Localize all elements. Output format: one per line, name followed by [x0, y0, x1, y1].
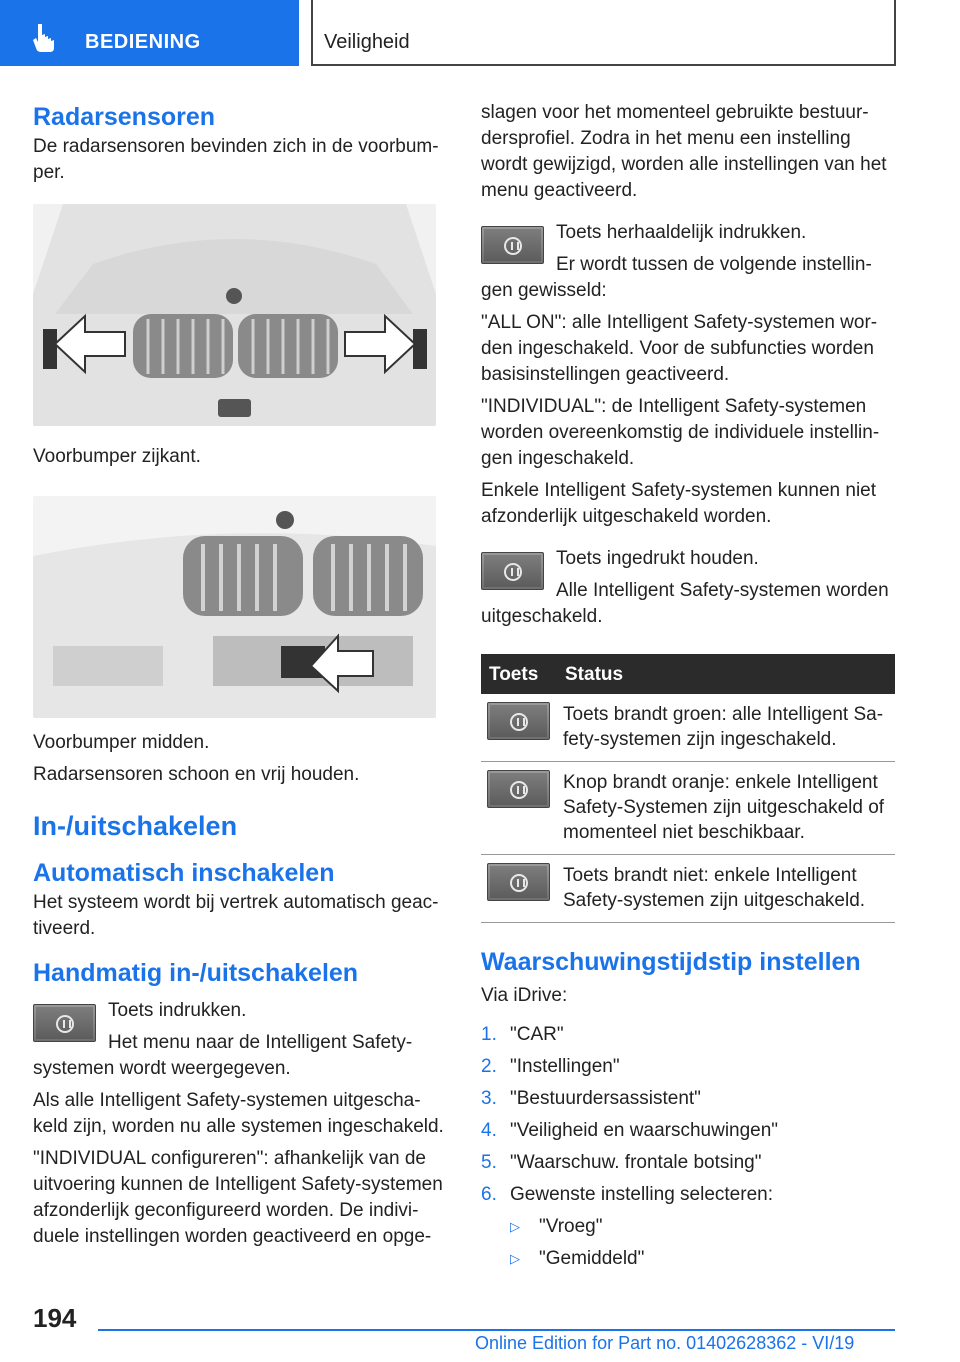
sub-list-item: ▷ "Gemiddeld" [510, 1243, 895, 1275]
paragraph-via-idrive: Via iDrive: [481, 985, 568, 1006]
safety-icon [504, 237, 522, 255]
status-table [481, 654, 895, 923]
footer-edition: Online Edition for Part no. 01402628362 - VI/19 [475, 1333, 855, 1353]
safety-button-green-image [487, 702, 550, 740]
heading-radarsensoren: Radarsensoren [33, 103, 216, 131]
safety-button-image [481, 226, 544, 264]
caption-side: Voorbumper zijkant. [33, 446, 201, 467]
bumper-middle-photo [33, 496, 436, 718]
list-item: 1. "CAR" [481, 1024, 564, 1045]
section-tab[interactable] [0, 0, 299, 66]
sub-list-item: ▷ "Vroeg" [510, 1211, 895, 1243]
heading-handmatig: Handmatig in-/uitschakelen [33, 959, 359, 987]
triangle-bullet-icon: ▷ [510, 1219, 520, 1234]
safety-button-image [481, 552, 544, 590]
triangle-bullet-icon: ▷ [510, 1251, 520, 1266]
safety-button-off-image [487, 863, 550, 901]
list-item: 3. "Bestuurdersassistent" [481, 1088, 701, 1109]
column-header-toets: Toets [481, 654, 557, 694]
heading-in-uitschakelen: In-/uitschakelen [33, 811, 238, 841]
safety-icon [510, 713, 528, 731]
safety-icon [56, 1015, 74, 1033]
instruction-repeat: Toets herhaaldelijk indrukken. [556, 222, 807, 243]
page-number: 194 [33, 1303, 77, 1333]
paragraph-individual: "INDIVIDUAL configureren": afhankelijk van de uitvoering kunnen de Intelligent Safety-systemen afzonderlijk geconfigureerd worden. De individuele instellingen worden geactiveerd en opge- [33, 1148, 443, 1247]
hand-pointer-icon [28, 20, 62, 54]
caption-middle: Voorbumper midden. [33, 732, 210, 753]
footer-divider [98, 1329, 895, 1331]
column-header-status: Status [557, 654, 895, 694]
instruction-press: Toets indrukken. [108, 1000, 247, 1021]
paragraph-all-on: "ALL ON": alle Intelligent Safety-systemen worden ingeschakeld. Voor de subfuncties worden basisinstellingen geactiveerd. [481, 312, 878, 385]
page-title: Veiligheid [324, 31, 410, 53]
status-cell: Knop brandt oranje: enkele Intelligent Safety-Systemen zijn uitgeschakeld of momenteel niet beschikbaar. [557, 762, 895, 855]
table-row [481, 694, 895, 762]
list-item: 2. "Instellingen" [481, 1056, 620, 1077]
right-column [481, 100, 895, 1275]
paragraph-some-systems: Enkele Intelligent Safety-systemen kunnen niet afzonderlijk uitgeschakeld worden. [481, 480, 877, 527]
instruction-hold: Toets ingedrukt houden. [556, 548, 759, 569]
instruction-repeat-desc: Er wordt tussen de volgende instellingen gewisseld: [481, 254, 872, 301]
paragraph-clean: Radarsensoren schoon en vrij houden. [33, 764, 360, 785]
safety-button-orange-image [487, 770, 550, 808]
left-column [33, 100, 448, 1256]
steps-list [481, 1019, 895, 1211]
instruction-hold-desc: Alle Intelligent Safety-systemen worden uitgeschakeld. [481, 580, 889, 627]
paragraph-all-off: Als alle Intelligent Safety-systemen uitgeschakeld zijn, worden nu alle systemen ingeschakeld. [33, 1090, 444, 1137]
section-label: BEDIENING [85, 31, 201, 53]
safety-button-image [33, 1004, 96, 1042]
table-header-row [481, 654, 895, 694]
heading-automatisch: Automatisch inschakelen [33, 859, 335, 887]
list-item: 6. Gewenste instelling selecteren: [481, 1184, 773, 1205]
sub-options-list [510, 1211, 895, 1275]
table-row [481, 762, 895, 855]
table-row [481, 855, 895, 923]
safety-icon [510, 781, 528, 799]
instruction-press-desc: Het menu naar de Intelligent Safety-systemen wordt weergegeven. [33, 1032, 413, 1079]
status-cell: Toets brandt niet: enkele Intelligent Safety-systemen zijn uitgeschakeld. [557, 855, 895, 923]
paragraph-radar-location: De radarsensoren bevinden zich in de voorbumper. [33, 136, 439, 183]
safety-icon [504, 563, 522, 581]
list-item: 5. "Waarschuw. frontale botsing" [481, 1152, 762, 1173]
status-cell: Toets brandt groen: alle Intelligent Safety-systemen zijn ingeschakeld. [557, 694, 895, 762]
bumper-side-photo [33, 204, 436, 426]
safety-icon [510, 874, 528, 892]
paragraph-continued: slagen voor het momenteel gebruikte bestuurdersprofiel. Zodra in het menu een instelling wordt gewijzigd, worden alle instellingen van het menu geactiveerd. [481, 102, 887, 201]
paragraph-individual-mode: "INDIVIDUAL": de Intelligent Safety-systemen worden overeenkomstig de individuele instellingen ingeschakeld. [481, 396, 880, 469]
paragraph-auto: Het systeem wordt bij vertrek automatisch geactiveerd. [33, 892, 439, 939]
heading-waarschuwingstijdstip: Waarschuwingstijdstip instellen [481, 948, 861, 976]
list-item: 4. "Veiligheid en waarschuwingen" [481, 1120, 779, 1141]
